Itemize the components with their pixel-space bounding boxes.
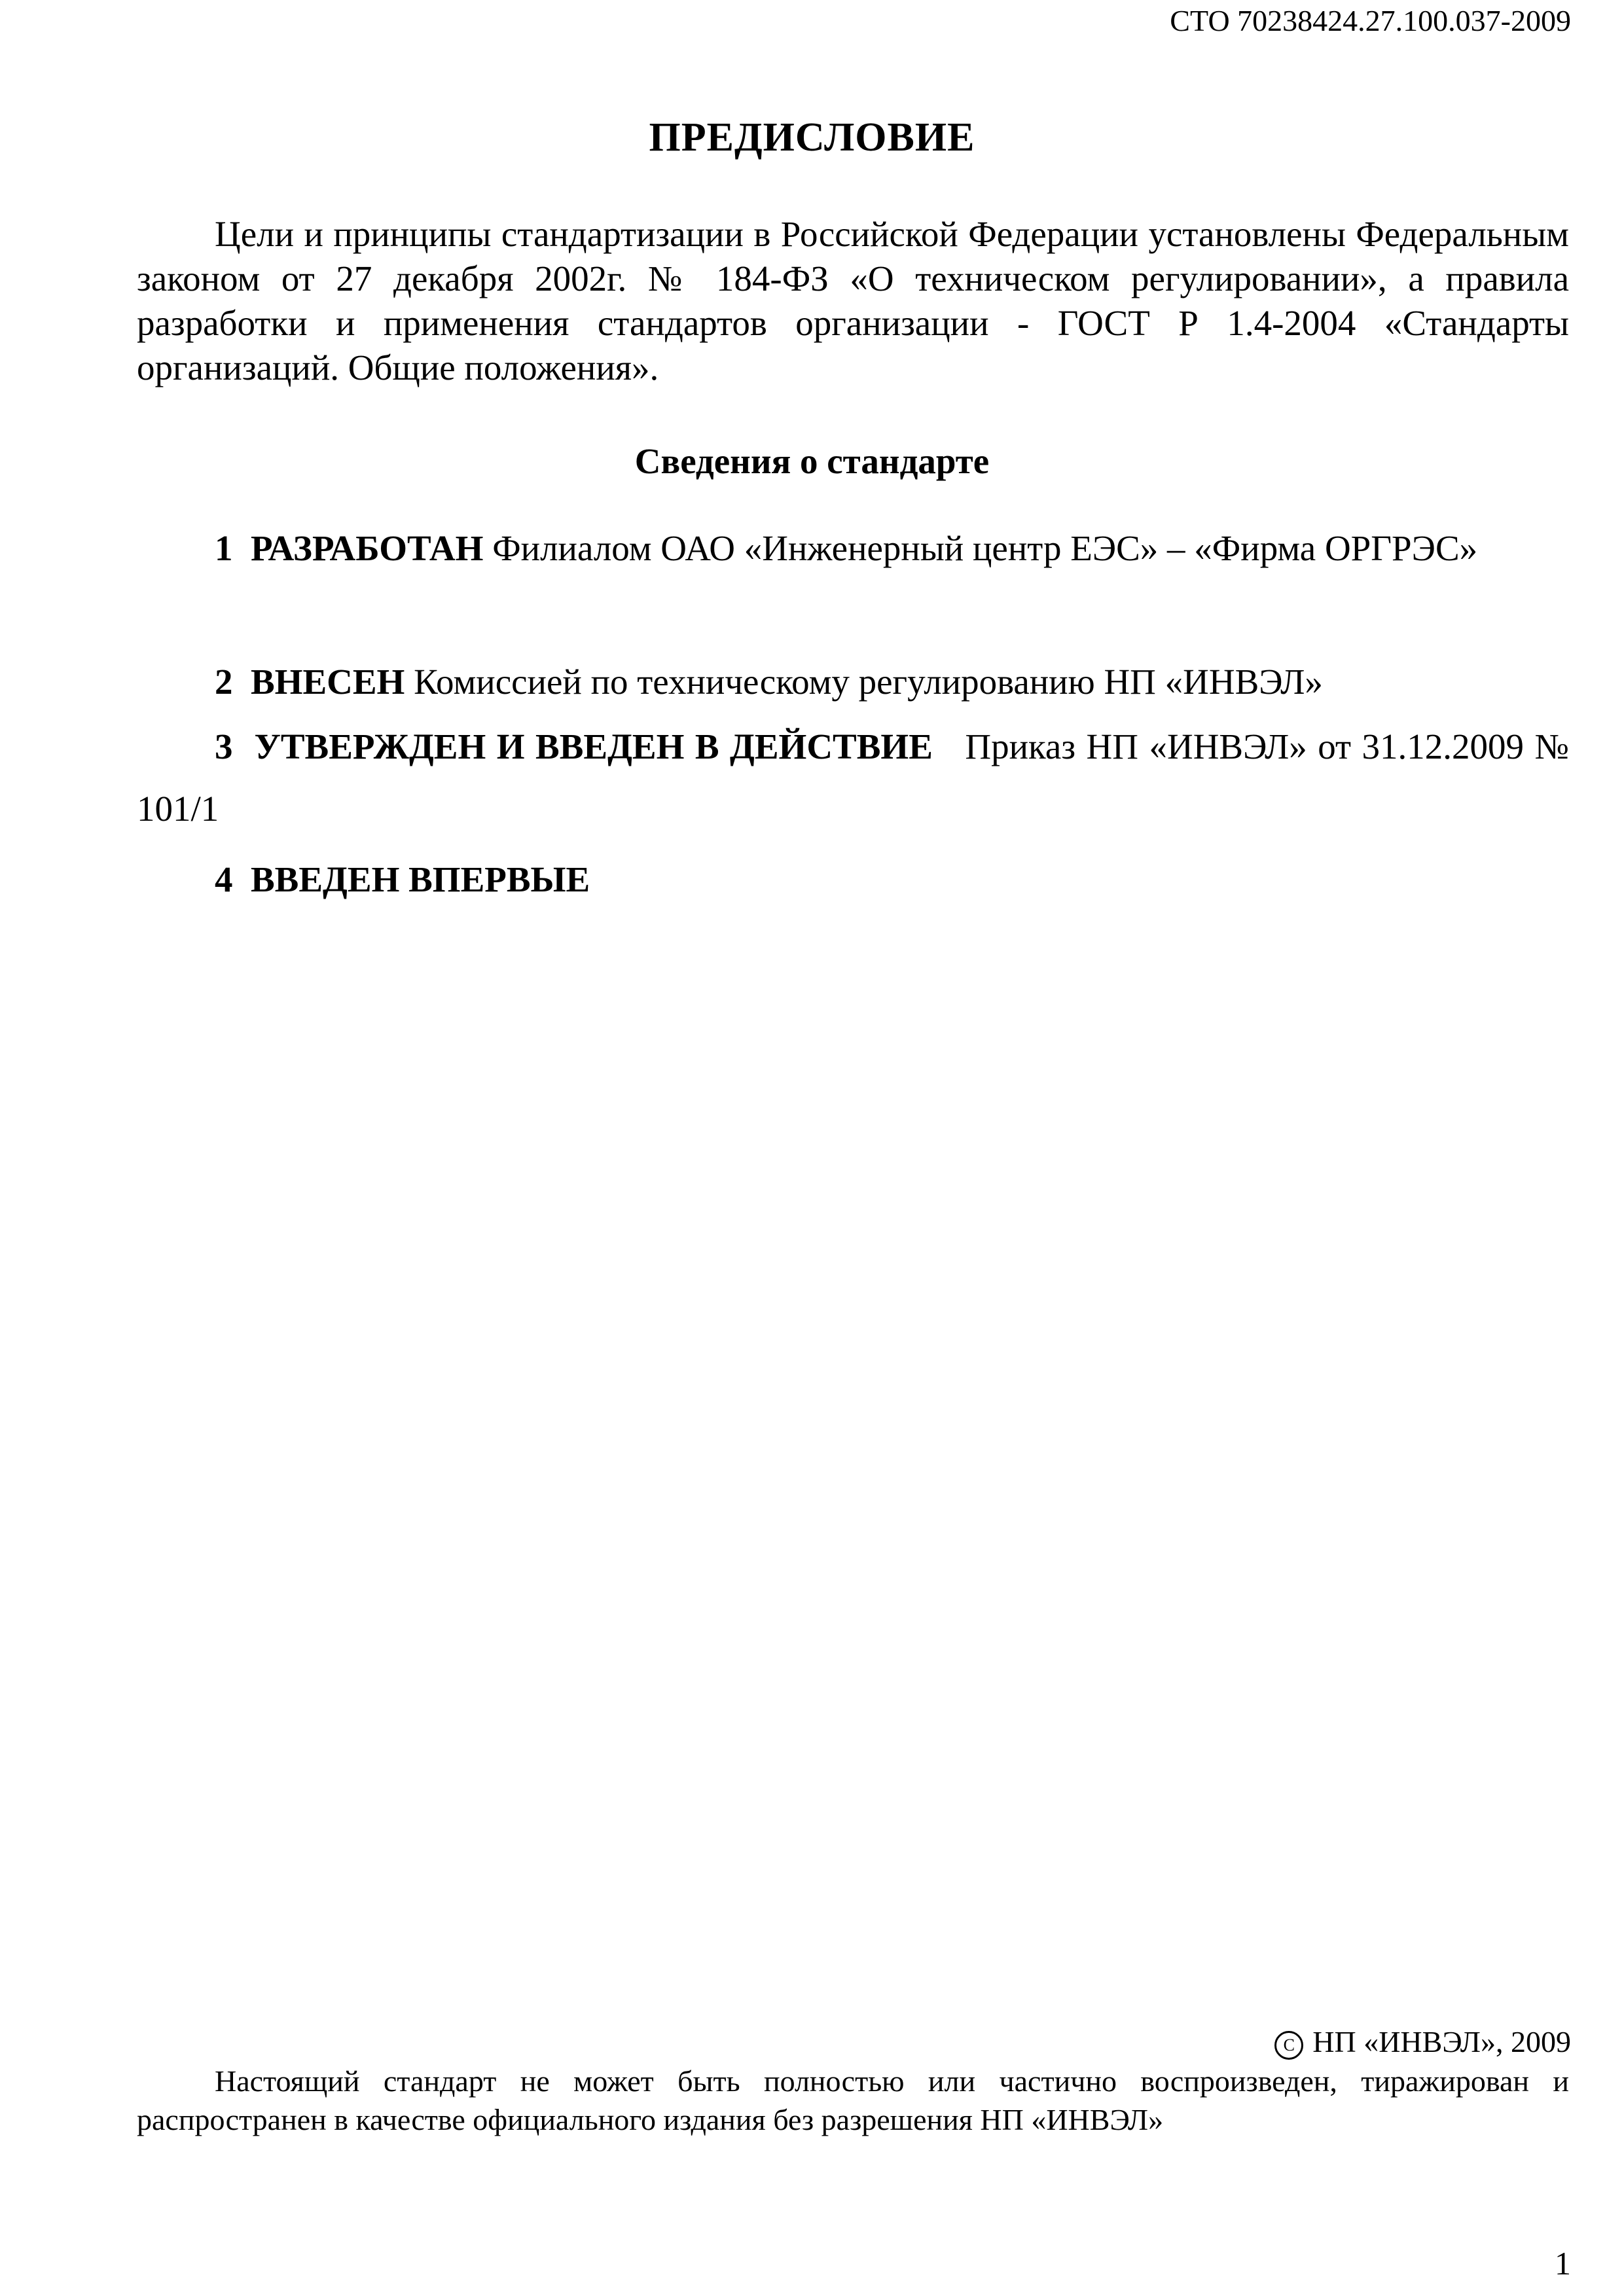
page-title: ПРЕДИСЛОВИЕ — [649, 115, 975, 160]
page-number: 1 — [1555, 2245, 1571, 2282]
item-text: Филиалом ОАО «Инженерный центр ЕЭС» – «Фирма ОРГРЭС» — [492, 528, 1478, 568]
item-keyword: РАЗРАБОТАН — [251, 528, 484, 568]
item-text: Комиссией по техническому регулированию НП «ИНВЭЛ» — [414, 662, 1323, 702]
item-number: 1 — [215, 528, 233, 568]
info-item-first-introduced — [137, 848, 1569, 910]
section-subtitle: Сведения о стандарте — [634, 441, 990, 481]
copyright-notice: Настоящий стандарт не может быть полностью или частично воспроизведен, тиражирован и распространен в качестве официального издания без разрешения НП «ИНВЭЛ» — [137, 2064, 1569, 2136]
copyright-line — [1274, 2024, 1571, 2060]
document-code: СТО 70238424.27.100.037-2009 — [1170, 4, 1571, 37]
info-item-developed — [137, 517, 1569, 579]
item-number: 2 — [215, 662, 233, 702]
info-item-submitted — [137, 651, 1569, 713]
info-item-approved — [137, 715, 1569, 840]
item-keyword: УТВЕРЖДЕН И ВВЕДЕН В ДЕЙСТВИЕ — [254, 726, 933, 766]
item-text: Приказ НП «ИНВЭЛ» от 31.12.2009 № 101/1 — [137, 726, 1570, 829]
item-number: 4 — [215, 859, 233, 899]
item-number: 3 — [215, 726, 233, 766]
copyright-icon: C — [1274, 2031, 1303, 2060]
item-keyword: ВНЕСЕН — [251, 662, 405, 702]
item-keyword: ВВЕДЕН ВПЕРВЫЕ — [251, 859, 590, 899]
copyright-text: НП «ИНВЭЛ», 2009 — [1312, 2025, 1571, 2058]
intro-paragraph: Цели и принципы стандартизации в Российской Федерации установлены Федеральным законом от 27 декабря 2002г. № 184-ФЗ «О техническом регулировании», а правила разработки и применения стандартов организации - ГОСТ Р 1.4-2004 «Стандарты организаций. Общие положения». — [137, 214, 1569, 387]
